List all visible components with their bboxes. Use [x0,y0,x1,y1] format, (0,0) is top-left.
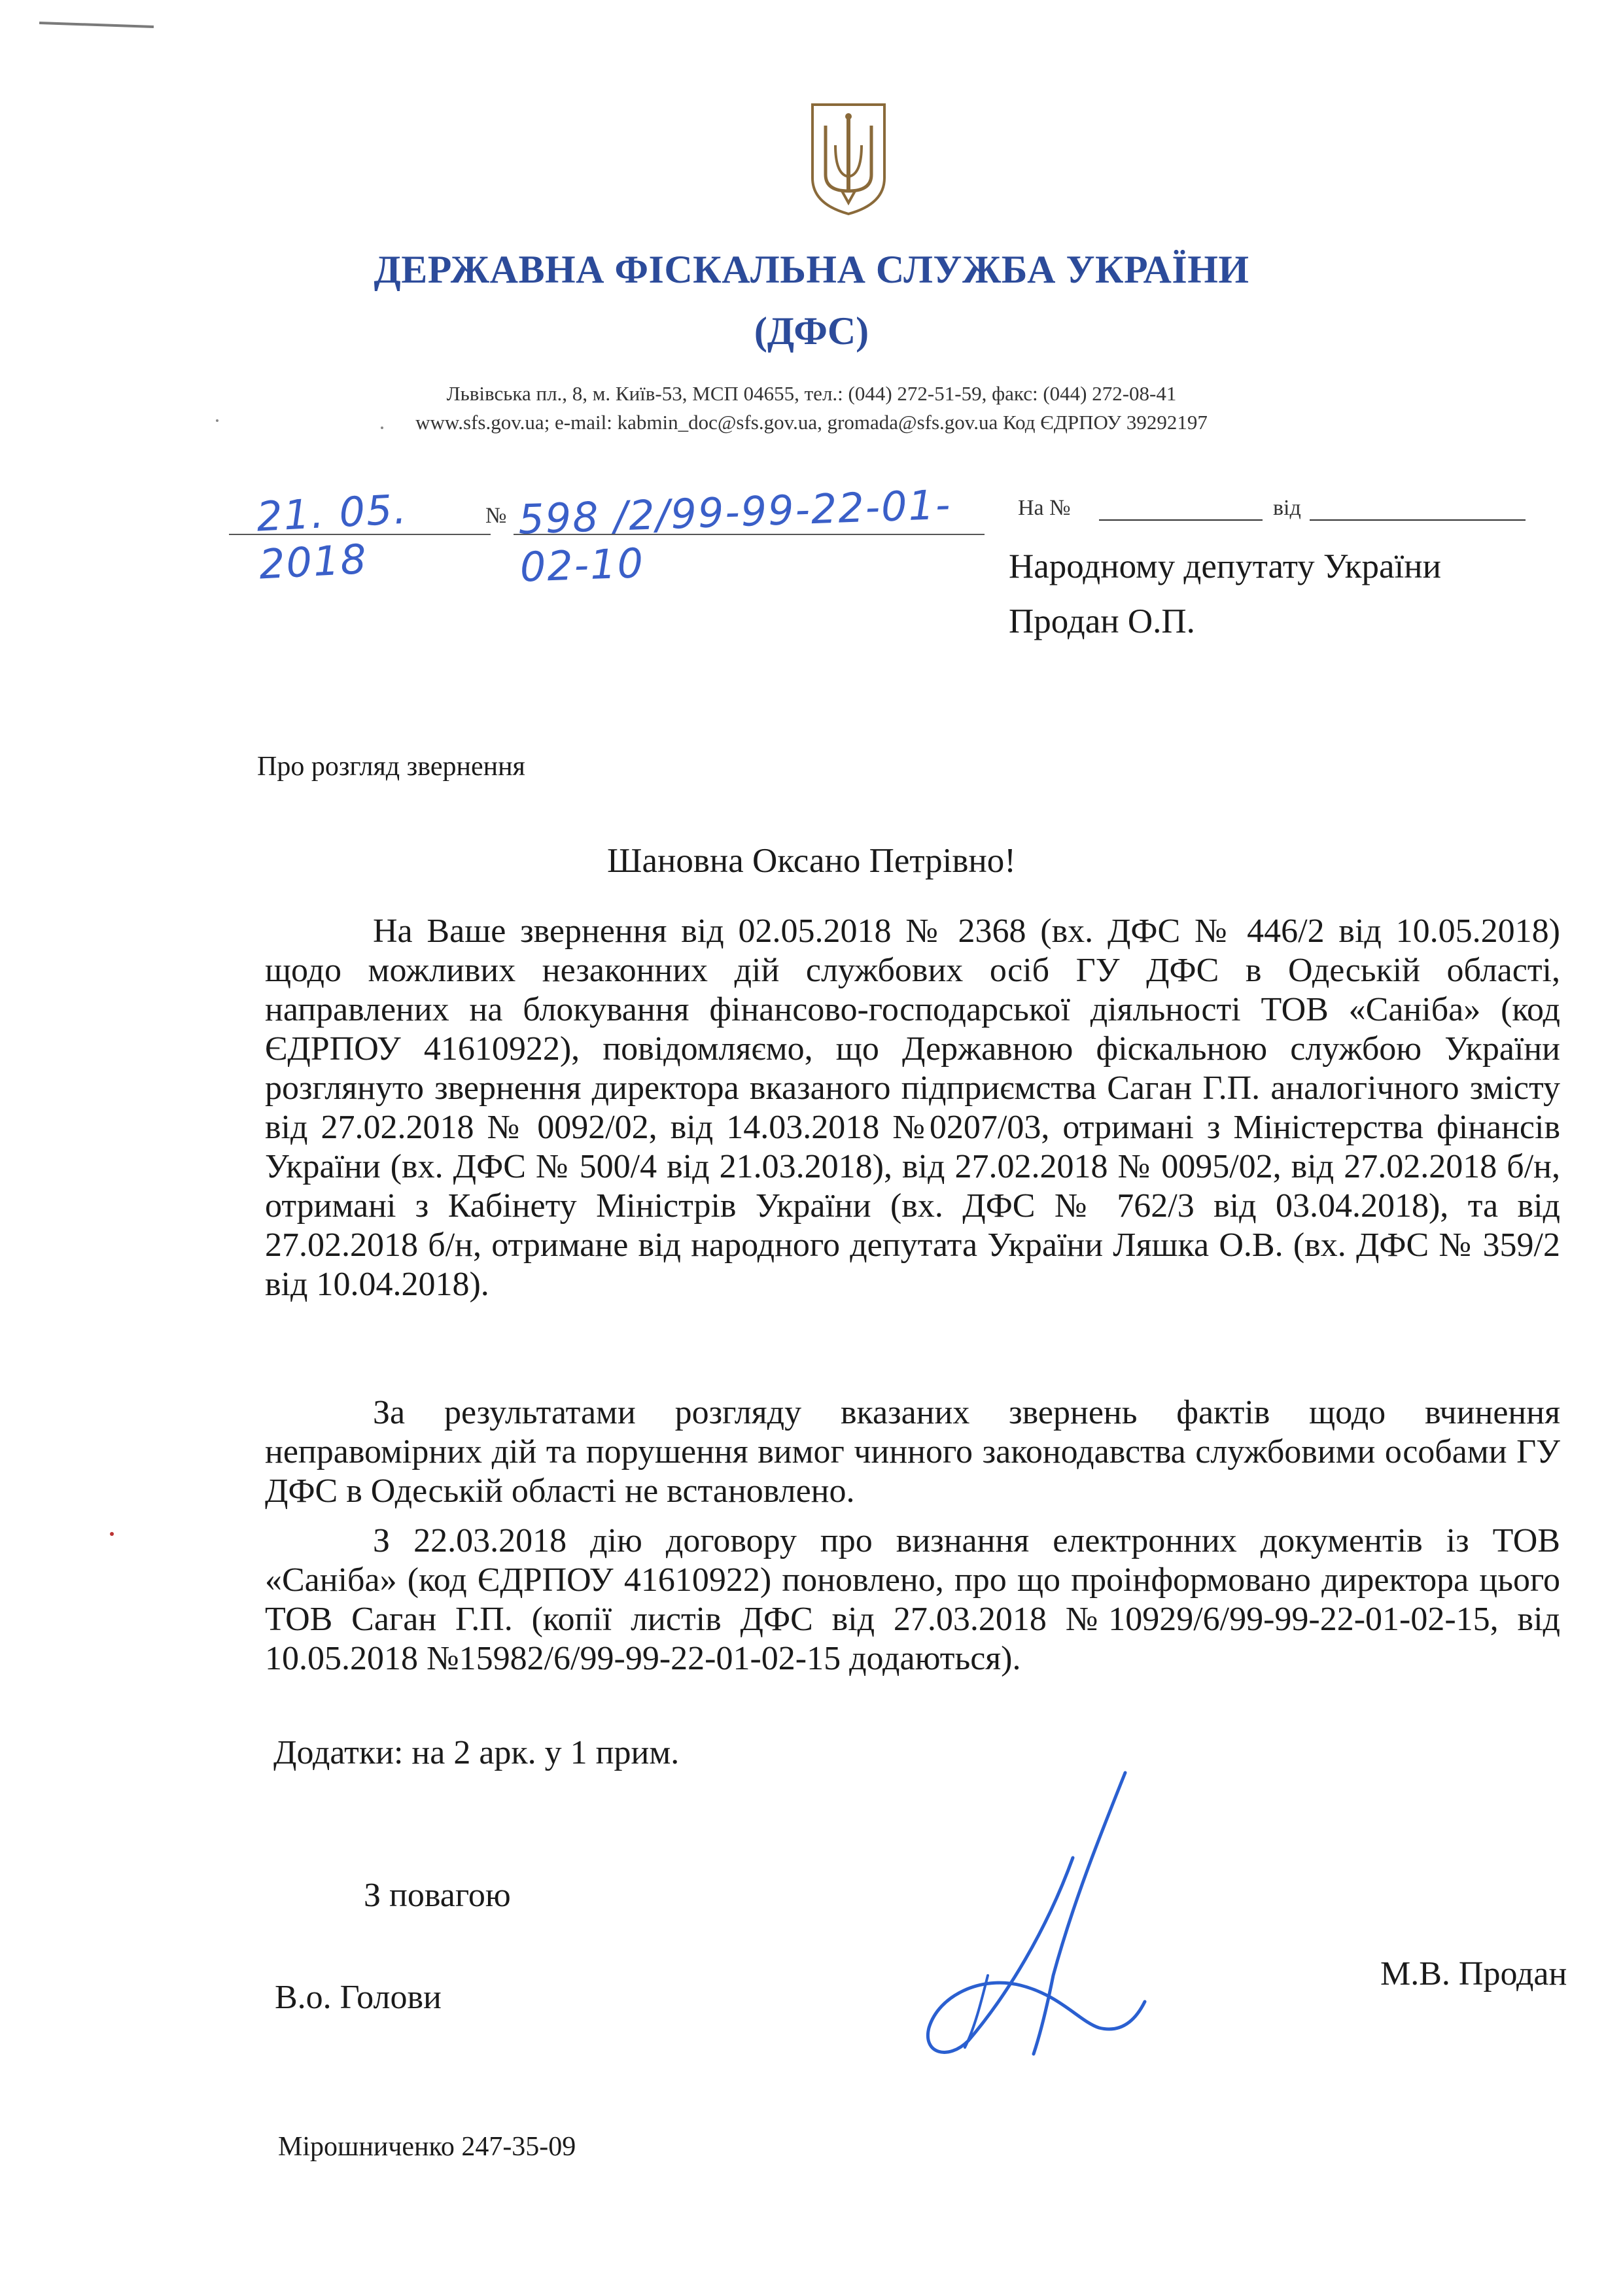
closing-regards: З повагою [364,1877,511,1914]
trident-emblem-icon [806,99,891,217]
organization-abbreviation: (ДФС) [754,309,869,353]
scan-speck [381,426,383,429]
body-paragraph-2: За результатами розгляду вказаних звернень фактів щодо вчинення неправомірних дій та порушення вимог чинного законодавства службовими особами ГУ ДФС в Одеській області не встановлено. [265,1394,1560,1510]
scan-speck [110,1532,114,1536]
letter-subject: Про розгляд звернення [257,752,525,782]
registration-date-underline [229,534,491,535]
signer-position: В.о. Голови [275,1979,442,2016]
handwritten-signature-icon [903,1760,1178,2067]
registration-number: 598 /2/99-99-22-01-02-10 [517,480,952,591]
registration-date: 21. 05. 2018 [255,485,409,589]
corner-scan-mark [39,22,154,28]
addressee-title: Народному депутату України [1009,548,1441,585]
signer-name: М.В. Продан [1380,1955,1567,1992]
registration-number-underline [514,534,985,535]
addressee-name: Продан О.П. [1009,602,1195,640]
salutation: Шановна Оксано Петрівно! [607,842,1016,880]
body-paragraph-1: На Ваше звернення від 02.05.2018 № 2368 (вх. ДФС № 446/2 від 10.05.2018) щодо можливих незаконних дій службових осіб ГУ ДФС в Одеській області, направлених на блокування фінансово-господарської діяльності ТОВ «Саніба» (код ЄДРПОУ 41610922), повідомляємо, що Державною фіскальною службою України розглянуто звернення директора вказаного підприємства Саган Г.П. аналогічного змісту від 27.02.2018 № 0092/02, від 14.03.2018 №0207/03, отримані з Міністерства фінансів України (вх. ДФС № 500/4 від 21.03.2018), від 27.02.2018 № 0095/02, від 27.02.2018 б/н, отримані з Кабінету Міністрів України (вх. ДФС № 762/3 від 03.04.2018), та від 27.02.2018 б/н, отримане від народного депутата України Ляшка О.В. (вх. ДФС № 359/2 від 10.04.2018). [265,913,1560,1303]
organization-name: ДЕРЖАВНА ФІСКАЛЬНА СЛУЖБА УКРАЇНИ [374,248,1249,291]
executor-contact: Мірошниченко 247-35-09 [278,2132,576,2162]
reply-to-date-blank [1310,519,1526,521]
body-paragraph-3: З 22.03.2018 дію договору про визнання електронних документів із ТОВ «Саніба» (код ЄДРПОУ 41610922) поновлено, про що проінформовано директора цього ТОВ Саган Г.П. (копії листів ДФС від 27.03.2018 №10929/6/99-99-22-01-02-15, від 10.05.2018 №15982/6/99-99-22-01-02-15 додаються). [265,1522,1560,1677]
attachments-note: Додатки: на 2 арк. у 1 прим. [273,1734,680,1771]
reply-to-label: На № [1018,496,1071,520]
reply-to-number-blank [1099,519,1263,521]
reply-to-date-label: від [1273,496,1301,520]
contact-line-web: www.sfs.gov.ua; e-mail: kabmin_doc@sfs.gov.ua, gromada@sfs.gov.ua Код ЄДРПОУ 39292197 [415,411,1208,434]
scan-speck [216,419,218,422]
contact-line-address: Львівська пл., 8, м. Київ-53, МСП 04655, тел.: (044) 272-51-59, факс: (044) 272-08-41 [446,382,1177,405]
registration-number-label: № [485,504,507,528]
